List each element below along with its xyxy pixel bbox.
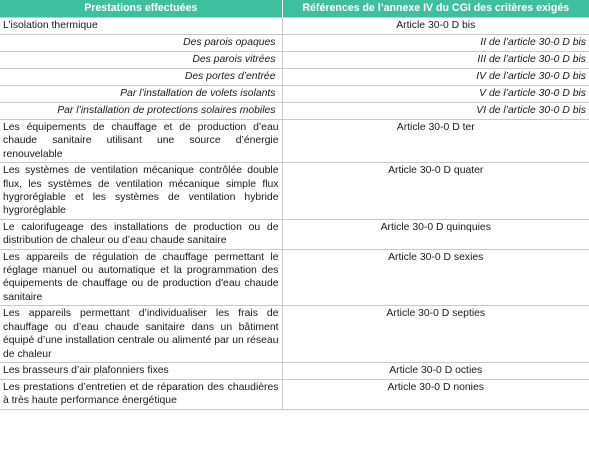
row-reference: Article 30-0 D octies	[282, 362, 589, 379]
table-row	[0, 379, 589, 409]
row-prestation: Les prestations d’entretien et de réparation des chaudières à très haute performance énergétique	[0, 379, 282, 409]
table-header-row	[0, 0, 589, 18]
row-reference: III de l’article 30-0 D bis	[282, 52, 589, 69]
table-row	[0, 18, 589, 35]
table-row	[0, 86, 589, 103]
row-reference: Article 30-0 D quinquies	[282, 219, 589, 249]
table-row	[0, 52, 589, 69]
row-reference: Article 30-0 D quater	[282, 163, 589, 220]
row-reference: Article 30-0 D sexies	[282, 249, 589, 306]
table-row	[0, 120, 589, 163]
row-prestation: Par l’installation de volets isolants	[0, 86, 282, 103]
table-row	[0, 219, 589, 249]
row-reference: II de l’article 30-0 D bis	[282, 35, 589, 52]
row-reference: Article 30-0 D nonies	[282, 379, 589, 409]
table-row	[0, 69, 589, 86]
row-prestation: Les brasseurs d’air plafonniers fixes	[0, 362, 282, 379]
row-reference: Article 30-0 D ter	[282, 120, 589, 163]
row-prestation: Des parois opaques	[0, 35, 282, 52]
table-row	[0, 103, 589, 120]
row-prestation: Les systèmes de ventilation mécanique contrôlée double flux, les systèmes de ventilation mécanique simple flux hygroréglable et les systèmes de ventilation hybride hygroréglable	[0, 163, 282, 220]
row-prestation: Des portes d’entrée	[0, 69, 282, 86]
header-references: Références de l’annexe IV du CGI des critères exigés	[282, 0, 589, 18]
row-reference: Article 30-0 D bis	[282, 18, 589, 35]
row-reference: VI de l’article 30-0 D bis	[282, 103, 589, 120]
row-prestation: Les appareils permettant d’individualiser les frais de chauffage ou d’eau chaude sanitaire dans un bâtiment équipé d’une installation centrale ou alimenté par un réseau de chaleur	[0, 306, 282, 363]
row-prestation: L’isolation thermique	[0, 18, 282, 35]
row-reference: Article 30-0 D septies	[282, 306, 589, 363]
table-row	[0, 362, 589, 379]
table-row	[0, 35, 589, 52]
header-prestations: Prestations effectuées	[0, 0, 282, 18]
table-row	[0, 163, 589, 220]
row-reference: IV de l’article 30-0 D bis	[282, 69, 589, 86]
row-reference: V de l’article 30-0 D bis	[282, 86, 589, 103]
row-prestation: Les appareils de régulation de chauffage permettant le réglage manuel ou automatique et la programmation des équipements de chauffage ou de production d'eau chaude sanitaire	[0, 249, 282, 306]
table-row	[0, 249, 589, 306]
table-row	[0, 306, 589, 363]
row-prestation: Les équipements de chauffage et de production d’eau chaude sanitaire utilisant une source d’énergie renouvelable	[0, 120, 282, 163]
row-prestation: Le calorifugeage des installations de production ou de distribution de chaleur ou d’eau chaude sanitaire	[0, 219, 282, 249]
row-prestation: Par l’installation de protections solaires mobiles	[0, 103, 282, 120]
row-prestation: Des parois vitrées	[0, 52, 282, 69]
